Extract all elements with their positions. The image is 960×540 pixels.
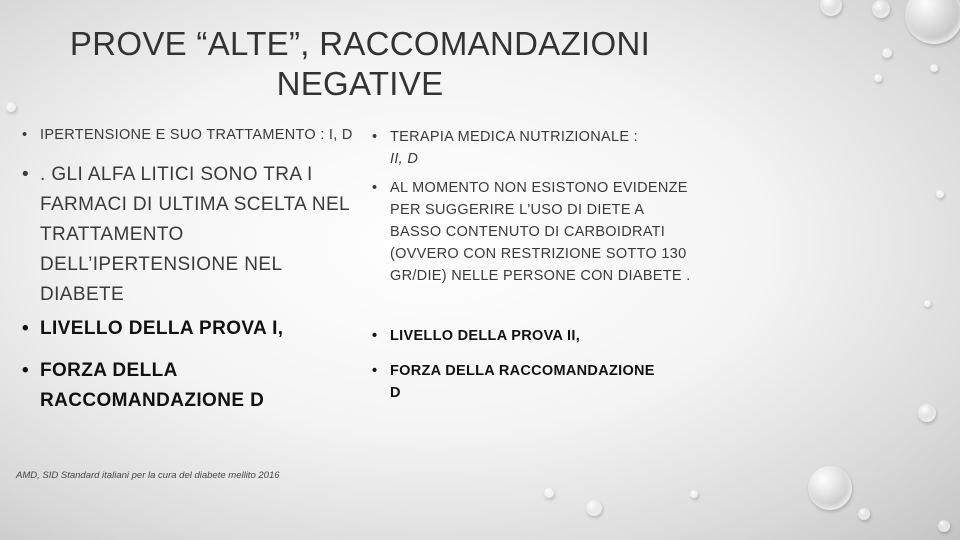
slide-title	[0, 24, 720, 104]
water-drop-decoration	[874, 74, 882, 82]
nutrition-therapy-grade: II, D	[390, 151, 419, 167]
water-drop-decoration	[936, 190, 944, 198]
water-drop-decoration	[544, 488, 554, 498]
right-bullet-nutrition-therapy	[368, 126, 698, 170]
left-bullet-alpha-blockers: • . GLI ALFA LITICI SONO TRA I FARMACI DI ULTIMA SCELTA NEL TRATTAMENTO DELL’IPERTENSIONE NEL DIABETE	[18, 160, 358, 310]
water-drop-decoration	[820, 0, 842, 16]
right-bullet-low-carb-evidence: • AL MOMENTO NON ESISTONO EVIDENZE PER SUGGERIRE L'USO DI DIETE A BASSO CONTENUTO DI CARBOIDRATI (OVVERO CON RESTRIZIONE SOTTO 130 GR/DIE) NELLE PERSONE CON DIABETE .	[368, 177, 698, 287]
source-citation: AMD, SID Standard italiani per la cura del diabete mellito 2016	[16, 470, 280, 481]
left-bullet-hypertension: • IPERTENSIONE E SUO TRATTAMENTO : I, D	[18, 124, 358, 146]
left-bullet-evidence-level: • LIVELLO DELLA PROVA I,	[18, 314, 358, 344]
left-bullet-recommendation-strength: • FORZA DELLA RACCOMANDAZIONE D	[18, 356, 358, 416]
title-line-2: NEGATIVE	[276, 65, 444, 102]
water-drop-decoration	[808, 466, 852, 510]
nutrition-therapy-text: TERAPIA MEDICA NUTRIZIONALE :	[390, 129, 638, 145]
water-drop-decoration	[938, 520, 950, 532]
right-bullet-recommendation-strength	[368, 360, 698, 404]
water-drop-decoration	[882, 48, 892, 58]
water-drop-decoration	[586, 500, 602, 516]
water-drop-decoration	[905, 0, 960, 44]
recommendation-strength-grade: D	[390, 385, 401, 401]
water-drop-decoration	[872, 0, 890, 18]
water-drop-decoration	[858, 508, 870, 520]
recommendation-strength-text: FORZA DELLA RACCOMANDAZIONE	[390, 363, 655, 379]
title-line-1: PROVE “ALTE”, RACCOMANDAZIONI	[69, 25, 651, 62]
water-drop-decoration	[930, 64, 938, 72]
water-drop-decoration	[924, 300, 931, 307]
water-drop-decoration	[690, 490, 698, 498]
water-drop-decoration	[918, 404, 936, 422]
right-bullet-evidence-level: • LIVELLO DELLA PROVA II,	[368, 325, 698, 347]
